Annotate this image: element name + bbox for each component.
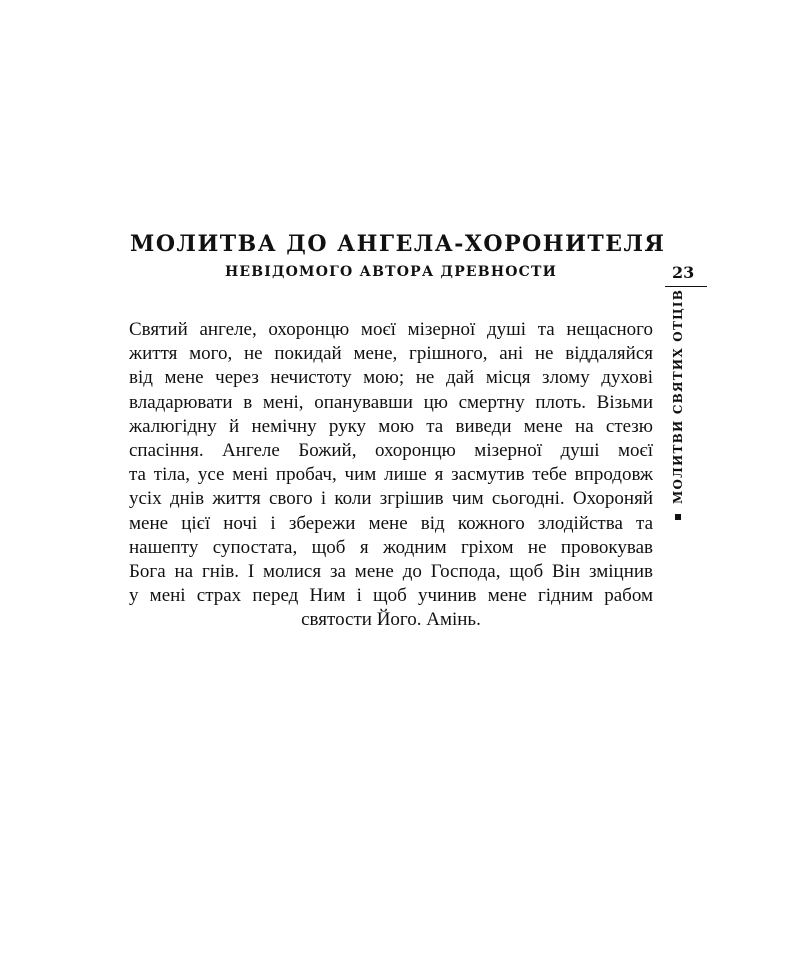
text-line: у мені страх перед Ним і щоб учинив мене гідним рабом: [129, 585, 653, 607]
text-line: мене цієї ночі і збережи мене від кожного злодійства та: [129, 512, 653, 534]
text-line: нашепту супостата, щоб я жодним гріхом не провокував: [129, 536, 653, 558]
page-number-rule: [665, 286, 707, 287]
text-line-final: святости Його. Амінь.: [301, 609, 481, 631]
page-number: 23: [672, 263, 695, 282]
text-line: та тіла, усе мені пробач, чим лише я засмутив тебе впродовж: [129, 464, 653, 486]
prayer-title: МОЛИТВА ДО АНГЕЛА-ХОРОНИТЕЛЯ: [130, 231, 666, 257]
text-line: життя мого, не покидай мене, грішного, ані не віддаляйся: [129, 343, 653, 365]
prayer-subtitle: НЕВІДОМОГО АВТОРА ДРЕВНОСТИ: [224, 264, 558, 280]
prayer-text: [129, 318, 653, 633]
square-bullet-icon: [675, 514, 681, 520]
text-line: Святий ангеле, охоронцю моєї мізерної душі та нещасного: [129, 319, 653, 340]
text-line: від мене через нечистоту мою; не дай місця злому духові: [129, 367, 653, 389]
running-head-rotated: [668, 289, 688, 520]
running-head-label: МОЛИТВИ СВЯТИХ ОТЦІВ: [671, 288, 685, 504]
text-line: владарювати в мені, опанувавши цю смертну плоть. Візьми: [129, 391, 653, 413]
text-line: усіх днів життя свого і коли згрішив чим сьогодні. Охороняй: [129, 488, 653, 510]
text-line: спасіння. Ангеле Божий, охоронцю мізерної душі моєї: [129, 440, 653, 462]
text-line: жалюгідну й немічну руку мою та виведи мене на стезю: [129, 415, 653, 437]
text-line: Бога на гнів. І молися за мене до Господа, щоб Він зміцнив: [129, 561, 653, 583]
